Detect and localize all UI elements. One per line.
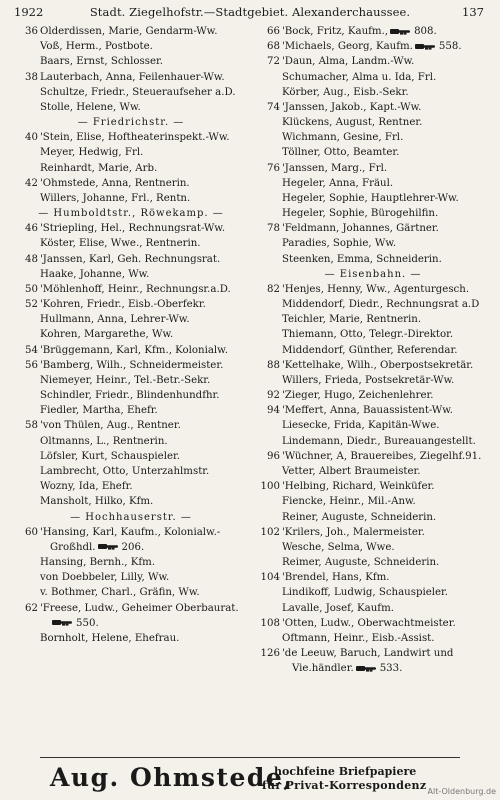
directory-entry bbox=[14, 297, 248, 312]
entry-text: Oftmann, Heinr., Eisb.-Assist. bbox=[282, 632, 435, 644]
entry-text: 'Feldmann, Johannes, Gärtner. bbox=[282, 223, 439, 235]
directory-entry bbox=[14, 252, 248, 267]
house-number: 58 bbox=[25, 420, 38, 432]
phone-number: 550. bbox=[76, 617, 99, 629]
resident-entry bbox=[14, 85, 248, 100]
entry-text: Körber, Aug., Eisb.-Sekr. bbox=[282, 86, 409, 98]
resident-entry bbox=[256, 555, 490, 570]
entry-text: Kohren, Margarethe, Ww. bbox=[40, 329, 174, 341]
house-number: 76 bbox=[267, 162, 280, 174]
resident-entry bbox=[256, 434, 490, 449]
directory-entry bbox=[14, 525, 248, 540]
resident-entry bbox=[14, 54, 248, 69]
entry-text: Hegeler, Sophie, Bürogehilfin. bbox=[282, 208, 439, 220]
resident-entry bbox=[14, 464, 248, 479]
entry-text: 'Daun, Alma, Landm.-Ww. bbox=[282, 56, 415, 68]
entry-text: 'Janssen, Marg., Frl. bbox=[282, 162, 388, 174]
header-title: Stadt. Ziegelhofstr.—Stadtgebiet. Alexanderchaussee. bbox=[89, 5, 411, 19]
resident-entry bbox=[256, 585, 490, 600]
right-column bbox=[256, 24, 490, 676]
entry-text: v. Bothmer, Charl., Gräfin, Ww. bbox=[40, 587, 200, 599]
entry-text: Schultze, Friedr., Steueraufseher a.D. bbox=[40, 86, 236, 98]
entry-text: Middendorf, Diedr., Rechnungsrat a.D bbox=[282, 299, 480, 311]
house-number: 38 bbox=[25, 71, 38, 83]
entry-text: Lauterbach, Anna, Feilenhauer-Ww. bbox=[40, 71, 225, 83]
directory-entry bbox=[256, 646, 490, 661]
directory-entry bbox=[256, 570, 490, 585]
entry-text: 'Wüchner, A, Brauereibes, Ziegelhf.91. bbox=[282, 450, 482, 462]
entry-text: 'Otten, Ludw., Oberwachtmeister. bbox=[282, 617, 456, 629]
directory-entry bbox=[256, 616, 490, 631]
resident-entry bbox=[256, 464, 490, 479]
entry-text: Teichler, Marie, Rentnerin. bbox=[282, 314, 422, 326]
entry-text: Meyer, Hedwig, Frl. bbox=[40, 147, 144, 159]
section-heading bbox=[14, 510, 248, 525]
entry-text: 'Hansing, Karl, Kaufm., Kolonialw.- bbox=[40, 526, 221, 538]
telephone-pointing-hand-icon bbox=[415, 42, 437, 51]
section-heading bbox=[14, 115, 248, 130]
house-number: 74 bbox=[267, 101, 280, 113]
entry-text: Hegeler, Sophie, Hauptlehrer-Ww. bbox=[282, 192, 459, 204]
entry-text: Reimer, Auguste, Schneiderin. bbox=[282, 557, 440, 569]
resident-entry bbox=[256, 176, 490, 191]
resident-entry bbox=[14, 267, 248, 282]
section-heading-text: — Humboldtstr., Röwekamp. — bbox=[38, 208, 224, 220]
advertisement bbox=[0, 755, 500, 795]
entry-text: Wesche, Selma, Wwe. bbox=[282, 541, 395, 553]
resident-entry bbox=[256, 373, 490, 388]
continuation-line bbox=[256, 661, 490, 676]
resident-entry bbox=[256, 418, 490, 433]
resident-entry bbox=[14, 161, 248, 176]
resident-entry bbox=[256, 252, 490, 267]
resident-entry bbox=[256, 494, 490, 509]
directory-entry bbox=[14, 343, 248, 358]
resident-entry bbox=[14, 100, 248, 115]
directory-entry bbox=[256, 449, 490, 464]
house-number: 68 bbox=[267, 41, 280, 53]
entry-text: Thiemann, Otto, Telegr.-Direktor. bbox=[282, 329, 454, 341]
resident-entry bbox=[256, 115, 490, 130]
entry-text: Willers, Johanne, Frl., Rentn. bbox=[40, 192, 191, 204]
resident-entry bbox=[256, 312, 490, 327]
resident-entry bbox=[256, 206, 490, 221]
entry-text: 'Bamberg, Wilh., Schneidermeister. bbox=[40, 359, 224, 371]
entry-text: Hansing, Bernh., Kfm. bbox=[40, 557, 156, 569]
entry-text: Lambrecht, Otto, Unterzahlmstr. bbox=[40, 465, 210, 477]
directory-entry bbox=[256, 403, 490, 418]
directory-entry bbox=[256, 525, 490, 540]
entry-text: Niemeyer, Heinr., Tel.-Betr.-Sekr. bbox=[40, 374, 211, 386]
house-number: 54 bbox=[25, 344, 38, 356]
entry-text: 'Ohmstede, Anna, Rentnerin. bbox=[40, 177, 190, 189]
entry-text: 'Möhlenhoff, Heinr., Rechnungsr.a.D. bbox=[40, 283, 231, 295]
phone-number: 206. bbox=[121, 541, 145, 553]
house-number: 72 bbox=[267, 56, 280, 68]
entry-text: Haake, Johanne, Ww. bbox=[40, 268, 150, 280]
house-number: 104 bbox=[260, 572, 280, 584]
resident-entry bbox=[14, 327, 248, 342]
entry-text: Hegeler, Anna, Fräul. bbox=[282, 177, 394, 189]
resident-entry bbox=[256, 631, 490, 646]
house-number: 88 bbox=[267, 359, 280, 371]
resident-entry bbox=[14, 388, 248, 403]
house-number: 66 bbox=[267, 26, 280, 37]
house-number: 62 bbox=[25, 602, 38, 614]
continuation-line bbox=[14, 540, 248, 555]
directory-entry bbox=[14, 601, 248, 616]
resident-entry bbox=[14, 555, 248, 570]
directory-entry bbox=[256, 161, 490, 176]
directory-entry bbox=[256, 358, 490, 373]
directory-entry bbox=[256, 388, 490, 403]
entry-text: 'Brendel, Hans, Kfm. bbox=[282, 572, 390, 584]
resident-entry bbox=[14, 39, 248, 54]
directory-entry bbox=[14, 130, 248, 145]
ad-tagline-2: für Privat-Korrespondenz bbox=[262, 779, 427, 792]
telephone-pointing-hand-icon bbox=[356, 664, 378, 673]
entry-text: Middendorf, Günther, Referendar. bbox=[282, 344, 458, 356]
house-number: 60 bbox=[25, 526, 38, 538]
directory-entry bbox=[14, 221, 248, 236]
resident-entry bbox=[256, 297, 490, 312]
resident-entry bbox=[256, 130, 490, 145]
entry-text: Baars, Ernst, Schlosser. bbox=[40, 56, 163, 68]
entry-text: 'Kohren, Friedr., Eisb.-Oberfekr. bbox=[40, 299, 206, 311]
entry-text: 'Michaels, Georg, Kaufm. 558. bbox=[282, 41, 462, 53]
entry-text: 'de Leeuw, Baruch, Landwirt und bbox=[282, 648, 454, 660]
entry-text: 'Kettelhake, Wilh., Oberpostsekretär. bbox=[282, 359, 474, 371]
resident-entry bbox=[256, 85, 490, 100]
entry-text: 'von Thülen, Aug., Rentner. bbox=[40, 420, 181, 432]
entry-text: Töllner, Otto, Beamter. bbox=[282, 147, 400, 159]
section-heading bbox=[14, 206, 248, 221]
entry-text: Lindemann, Diedr., Bureauangestellt. bbox=[282, 435, 476, 447]
entry-text: Voß, Herm., Postbote. bbox=[40, 41, 153, 53]
house-number: 102 bbox=[260, 526, 280, 538]
resident-entry bbox=[14, 312, 248, 327]
ad-divider bbox=[40, 757, 460, 758]
entry-text: Steenken, Emma, Schneiderin. bbox=[282, 253, 442, 265]
directory-entry bbox=[14, 24, 248, 39]
entry-text: Mansholt, Hilko, Kfm. bbox=[40, 496, 154, 508]
entry-text bbox=[50, 616, 99, 631]
entry-text: von Doebbeler, Lilly, Ww. bbox=[40, 572, 170, 584]
entry-text: Liesecke, Frida, Kapitän-Wwe. bbox=[282, 420, 440, 432]
house-number: 100 bbox=[260, 481, 280, 493]
entry-text: Bornholt, Helene, Ehefrau. bbox=[40, 632, 180, 644]
entry-text: Lavalle, Josef, Kaufm. bbox=[282, 602, 394, 614]
section-heading bbox=[256, 267, 490, 282]
house-number: 94 bbox=[267, 405, 280, 417]
resident-entry bbox=[14, 145, 248, 160]
entry-text: 'Striepling, Hel., Rechnungsrat-Ww. bbox=[40, 223, 226, 235]
entry-text: Löfsler, Kurt, Schauspieler. bbox=[40, 450, 180, 462]
entry-text: Schindler, Friedr., Blindenhundfhr. bbox=[40, 390, 220, 402]
entry-text: 'Brüggemann, Karl, Kfm., Kolonialw. bbox=[40, 344, 228, 356]
resident-entry bbox=[14, 236, 248, 251]
resident-entry bbox=[256, 236, 490, 251]
header-year: 1922 bbox=[14, 5, 44, 19]
telephone-pointing-hand-icon bbox=[98, 542, 120, 551]
directory-entry bbox=[256, 282, 490, 297]
resident-entry bbox=[256, 540, 490, 555]
entry-text: 'Bock, Fritz, Kaufm., 808. bbox=[282, 26, 437, 37]
resident-entry bbox=[14, 434, 248, 449]
resident-entry bbox=[14, 494, 248, 509]
section-heading-text: — Hochhauserstr. — bbox=[70, 511, 192, 523]
page-header bbox=[14, 4, 486, 20]
entry-text: Oltmanns, L., Rentnerin. bbox=[40, 435, 168, 447]
resident-entry bbox=[14, 449, 248, 464]
entry-text: Vie.händler. 533. bbox=[292, 663, 403, 675]
resident-entry bbox=[256, 343, 490, 358]
resident-entry bbox=[256, 70, 490, 85]
resident-entry bbox=[256, 601, 490, 616]
resident-entry bbox=[14, 479, 248, 494]
house-number: 50 bbox=[25, 283, 38, 295]
ad-tagline-1: hochfeine Briefpapiere bbox=[274, 765, 417, 778]
entry-text: 'Freese, Ludw., Geheimer Oberbaurat. bbox=[40, 602, 239, 614]
watermark: Alt-Oldenburg.de bbox=[427, 787, 496, 796]
house-number: 40 bbox=[25, 132, 38, 144]
directory-entry bbox=[256, 221, 490, 236]
entry-text: Lindikoff, Ludwig, Schauspieler. bbox=[282, 587, 449, 599]
house-number: 78 bbox=[267, 223, 280, 235]
house-number: 56 bbox=[25, 359, 38, 371]
left-column bbox=[14, 24, 248, 646]
house-number: 82 bbox=[267, 283, 280, 295]
entry-text: 'Janssen, Karl, Geh. Rechnungsrat. bbox=[40, 253, 221, 265]
entry-text: Fiencke, Heinr., Mil.-Anw. bbox=[282, 496, 416, 508]
entry-text: Reiner, Auguste, Schneiderin. bbox=[282, 511, 437, 523]
house-number: 36 bbox=[25, 26, 38, 37]
section-heading-text: — Friedrichstr. — bbox=[77, 117, 185, 129]
resident-entry bbox=[256, 191, 490, 206]
resident-entry bbox=[14, 570, 248, 585]
entry-text: Wozny, Ida, Ehefr. bbox=[40, 481, 133, 493]
section-heading-text: — Eisenbahn. — bbox=[324, 268, 422, 280]
resident-entry bbox=[256, 510, 490, 525]
telephone-pointing-hand-icon bbox=[390, 27, 412, 36]
entry-text: 'Helbing, Richard, Weinküfer. bbox=[282, 481, 435, 493]
resident-entry bbox=[14, 373, 248, 388]
entry-text: 'Stein, Elise, Hoftheaterinspekt.-Ww. bbox=[40, 132, 230, 144]
house-number: 46 bbox=[25, 223, 38, 235]
directory-entry bbox=[256, 54, 490, 69]
phone-number: 533. bbox=[379, 663, 403, 675]
directory-entry bbox=[256, 100, 490, 115]
resident-entry bbox=[256, 327, 490, 342]
entry-text: Großhdl. 206. bbox=[50, 541, 145, 553]
resident-entry bbox=[14, 585, 248, 600]
directory-entry bbox=[14, 70, 248, 85]
directory-entry bbox=[256, 479, 490, 494]
directory-entry bbox=[14, 176, 248, 191]
ad-company-name: Aug. Ohmstede, bbox=[50, 763, 294, 792]
entry-text: Klückens, August, Rentner. bbox=[282, 117, 423, 129]
house-number: 92 bbox=[267, 390, 280, 402]
phone-number: 808. bbox=[414, 26, 437, 37]
entry-text: 'Krilers, Joh., Malermeister. bbox=[282, 526, 425, 538]
directory-entry bbox=[256, 39, 490, 54]
entry-text: Vetter, Albert Braumeister. bbox=[282, 465, 421, 477]
house-number: 108 bbox=[260, 617, 280, 629]
entry-text: 'Zieger, Hugo, Zeichenlehrer. bbox=[282, 390, 434, 402]
house-number: 48 bbox=[25, 253, 38, 265]
resident-entry bbox=[256, 145, 490, 160]
page-number: 137 bbox=[462, 5, 484, 19]
house-number: 42 bbox=[25, 177, 38, 189]
resident-entry bbox=[14, 631, 248, 646]
entry-text: Paradies, Sophie, Ww. bbox=[282, 238, 397, 250]
phone-number: 558. bbox=[438, 41, 462, 53]
entry-text: 'Meffert, Anna, Bauassistent-Ww. bbox=[282, 405, 454, 417]
directory-entry bbox=[14, 358, 248, 373]
entry-text: 'Janssen, Jakob., Kapt.-Ww. bbox=[282, 101, 422, 113]
telephone-pointing-hand-icon bbox=[52, 618, 74, 627]
entry-text: Olderdissen, Marie, Gendarm-Ww. bbox=[40, 26, 218, 37]
entry-text: Köster, Elise, Wwe., Rentnerin. bbox=[40, 238, 201, 250]
entry-text: Fiedler, Martha, Ehefr. bbox=[40, 405, 158, 417]
house-number: 96 bbox=[267, 450, 280, 462]
entry-text: Reinhardt, Marie, Arb. bbox=[40, 162, 158, 174]
entry-text: Wichmann, Gesine, Frl. bbox=[282, 132, 404, 144]
continuation-line bbox=[14, 616, 248, 631]
resident-entry bbox=[14, 191, 248, 206]
directory-entry bbox=[14, 418, 248, 433]
entry-text: 'Henjes, Henny, Ww., Agenturgesch. bbox=[282, 283, 470, 295]
entry-text: Schumacher, Alma u. Ida, Frl. bbox=[282, 71, 437, 83]
entry-text: Hullmann, Anna, Lehrer-Ww. bbox=[40, 314, 190, 326]
house-number: 52 bbox=[25, 299, 38, 311]
entry-text: Willers, Frieda, Postsekretär-Ww. bbox=[282, 374, 455, 386]
entry-text: Stolle, Helene, Ww. bbox=[40, 101, 141, 113]
directory-entry bbox=[256, 24, 490, 39]
house-number: 126 bbox=[260, 648, 280, 660]
resident-entry bbox=[14, 403, 248, 418]
directory-entry bbox=[14, 282, 248, 297]
